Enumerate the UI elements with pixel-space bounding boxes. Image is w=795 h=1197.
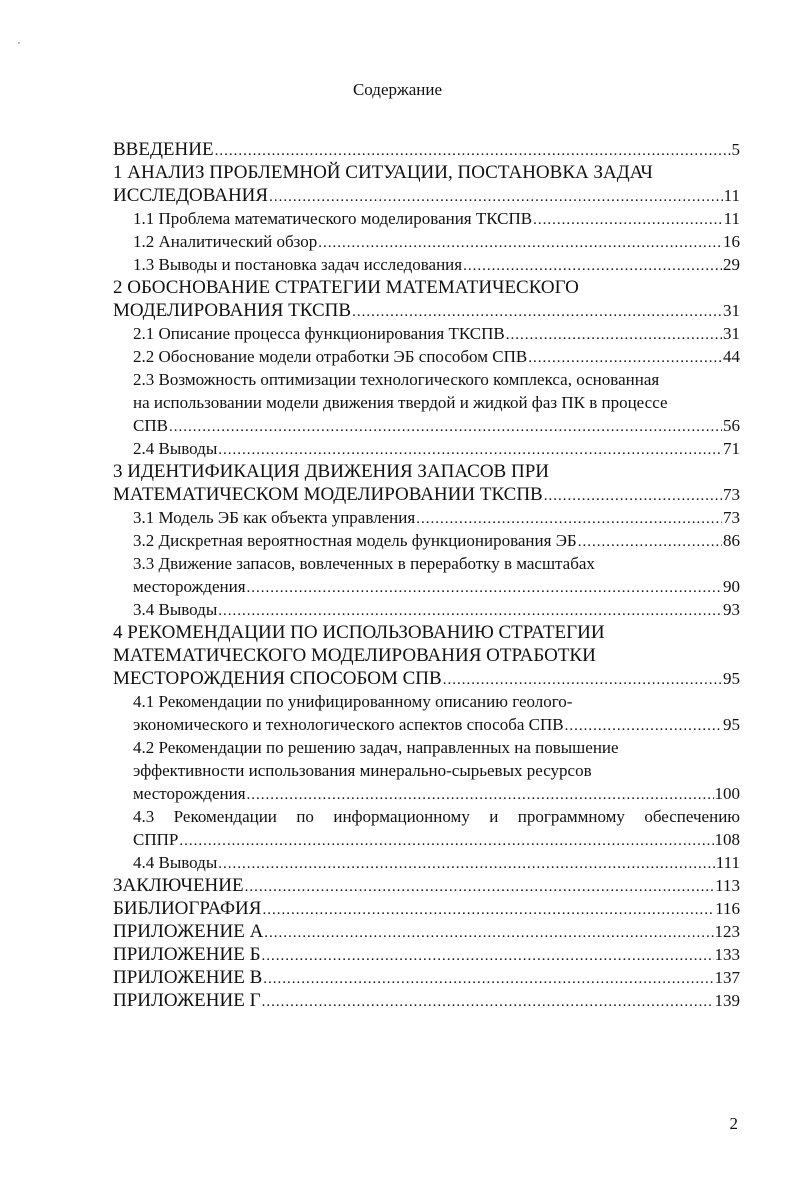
dot-leader (318, 232, 722, 255)
dot-leader (261, 945, 713, 968)
toc-entry-title: экономического и технологического аспектов способа СПВ (133, 715, 564, 734)
toc-entry[interactable] (113, 667, 740, 690)
toc-entry[interactable] (113, 207, 740, 230)
toc-entry-title: 1.3 Выводы и постановка задач исследования (133, 255, 463, 274)
dot-leader (443, 669, 722, 692)
toc-page-number: 31 (723, 324, 740, 343)
toc-entry-title: 3.1 Модель ЭБ как объекта управления (133, 508, 416, 527)
toc-page-number: 113 (715, 876, 740, 895)
toc-page-number: 116 (715, 899, 740, 918)
toc-entry[interactable] (113, 345, 740, 368)
toc-entry[interactable] (113, 851, 740, 874)
toc-entry[interactable] (113, 874, 740, 897)
toc-entry[interactable] (113, 184, 740, 207)
toc-page-number: 5 (731, 140, 740, 159)
toc-page-number: 100 (714, 784, 740, 803)
toc-entry[interactable] (113, 483, 740, 506)
toc-entry-title: МОДЕЛИРОВАНИЯ ТКСПВ (113, 300, 352, 321)
toc-entry[interactable] (113, 966, 740, 989)
dot-leader (215, 140, 731, 163)
dot-leader (169, 416, 722, 439)
toc-entry[interactable] (113, 920, 740, 943)
dot-leader (218, 853, 714, 876)
scan-speck (18, 42, 20, 44)
dot-leader (565, 715, 722, 738)
dot-leader (463, 255, 722, 278)
dot-leader (179, 830, 713, 853)
toc-entry[interactable] (113, 713, 740, 736)
toc-entry-title: ПРИЛОЖЕНИЕ А (113, 921, 264, 942)
toc-entry[interactable] (113, 575, 740, 598)
toc-heading-line: 2.3 Возможность оптимизации технологического комплекса, основанная (133, 370, 660, 389)
dot-leader (528, 347, 722, 370)
toc-entry-title: МАТЕМАТИЧЕСКОМ МОДЕЛИРОВАНИИ ТКСПВ (113, 484, 543, 505)
toc-entry[interactable] (113, 414, 740, 437)
toc-entry[interactable] (113, 989, 740, 1012)
toc-entry-title: ПРИЛОЖЕНИЕ Г (113, 990, 261, 1011)
toc-page-number: 86 (723, 531, 740, 550)
page-title: Содержание (352, 80, 443, 99)
dot-leader (262, 991, 714, 1014)
toc-entry-title: 2.2 Обоснование модели отработки ЭБ способом СПВ (133, 347, 528, 366)
toc-entry-title: ИССЛЕДОВАНИЯ (113, 185, 269, 206)
toc-heading-line: 4 РЕКОМЕНДАЦИИ ПО ИСПОЛЬЗОВАНИЮ СТРАТЕГИИ (113, 622, 605, 643)
dot-leader (544, 485, 722, 508)
toc-entry-title: ПРИЛОЖЕНИЕ В (113, 967, 263, 988)
toc-page-number: 31 (723, 301, 740, 320)
toc-entry-title: 3.4 Выводы (133, 600, 218, 619)
toc-heading-line: на использовании модели движения твердой и жидкой фаз ПК в процессе (133, 393, 668, 412)
toc-entry-title: 1.2 Аналитический обзор (133, 232, 318, 251)
toc-entry-title: МЕСТОРОЖДЕНИЯ СПОСОБОМ СПВ (113, 668, 442, 689)
toc-entry-title: месторождения (133, 577, 246, 596)
toc-heading-line: 3 ИДЕНТИФИКАЦИЯ ДВИЖЕНИЯ ЗАПАСОВ ПРИ (113, 461, 549, 482)
toc-heading-line: 4.1 Рекомендации по унифицированному описанию геолого- (133, 692, 573, 711)
toc-page-number: 95 (723, 715, 740, 734)
toc-entry[interactable] (113, 230, 740, 253)
toc-entry[interactable] (113, 529, 740, 552)
toc-page-number: 95 (723, 669, 740, 688)
toc-page-number: 73 (723, 485, 740, 504)
toc-entry[interactable] (113, 506, 740, 529)
toc-entry-title: БИБЛИОГРАФИЯ (113, 898, 262, 919)
toc-page-number: 71 (723, 439, 740, 458)
toc-heading-line: эффективности использования минерально-сырьевых ресурсов (133, 761, 592, 780)
toc-page-number: 73 (723, 508, 740, 527)
toc-page-number: 29 (723, 255, 740, 274)
table-of-contents (113, 138, 740, 1012)
toc-entry-title: 2.4 Выводы (133, 439, 218, 458)
dot-leader (506, 324, 722, 347)
toc-page-number: 90 (723, 577, 740, 596)
toc-entry[interactable] (113, 253, 740, 276)
toc-page-number: 108 (714, 830, 740, 849)
dot-leader (218, 600, 722, 623)
toc-heading-line: 4.3 Рекомендации по информационному и программному обеспечению (133, 807, 740, 826)
toc-entry-title: СПВ (133, 416, 168, 435)
dot-leader (269, 186, 723, 209)
toc-entry[interactable] (113, 943, 740, 966)
toc-heading-line: 1 АНАЛИЗ ПРОБЛЕМНОЙ СИТУАЦИИ, ПОСТАНОВКА ЗАДАЧ (113, 162, 653, 183)
toc-entry-title: 3.2 Дискретная вероятностная модель функционирования ЭБ (133, 531, 577, 550)
toc-page-number: 111 (715, 853, 740, 872)
dot-leader (263, 968, 713, 991)
toc-entry[interactable] (113, 322, 740, 345)
toc-page-number: 56 (723, 416, 740, 435)
toc-entry-title: 1.1 Проблема математического моделирования ТКСПВ (133, 209, 533, 228)
dot-leader (264, 922, 713, 945)
toc-page-number: 44 (723, 347, 740, 366)
toc-heading-line: 4.2 Рекомендации по решению задач, направленных на повышение (133, 738, 619, 757)
toc-entry-title: 2.1 Описание процесса функционирования ТКСПВ (133, 324, 505, 343)
toc-page-number: 133 (714, 945, 740, 964)
dot-leader (352, 301, 722, 324)
toc-page-number: 137 (714, 968, 740, 987)
toc-heading-line: МАТЕМАТИЧЕСКОГО МОДЕЛИРОВАНИЯ ОТРАБОТКИ (113, 645, 596, 666)
toc-page-number: 11 (723, 186, 740, 205)
toc-page-number: 93 (723, 600, 740, 619)
toc-entry[interactable] (113, 437, 740, 460)
dot-leader (416, 508, 722, 531)
page-number: 2 (729, 1114, 738, 1133)
toc-entry[interactable] (113, 138, 740, 161)
toc-page-number: 11 (723, 209, 740, 228)
toc-heading-line: 3.3 Движение запасов, вовлеченных в переработку в масштабах (133, 554, 595, 573)
toc-entry-title: месторождения (133, 784, 246, 803)
toc-entry[interactable] (113, 299, 740, 322)
dot-leader (247, 784, 714, 807)
dot-leader (533, 209, 722, 232)
dot-leader (245, 876, 715, 899)
toc-page-number: 123 (714, 922, 740, 941)
toc-entry-title: 4.4 Выводы (133, 853, 218, 872)
dot-leader (247, 577, 722, 600)
toc-page-number: 139 (714, 991, 740, 1010)
toc-heading-line: 2 ОБОСНОВАНИЕ СТРАТЕГИИ МАТЕМАТИЧЕСКОГО (113, 277, 579, 298)
toc-entry-title: ЗАКЛЮЧЕНИЕ (113, 875, 244, 896)
toc-entry[interactable] (113, 782, 740, 805)
dot-leader (262, 899, 714, 922)
toc-entry[interactable] (113, 828, 740, 851)
toc-page-number: 16 (723, 232, 740, 251)
toc-entry-title: ПРИЛОЖЕНИЕ Б (113, 944, 261, 965)
dot-leader (218, 439, 722, 462)
toc-entry[interactable] (113, 598, 740, 621)
dot-leader (578, 531, 722, 554)
toc-entry-title: СППР (133, 830, 179, 849)
toc-entry[interactable] (113, 897, 740, 920)
toc-entry-title: ВВЕДЕНИЕ (113, 139, 214, 160)
